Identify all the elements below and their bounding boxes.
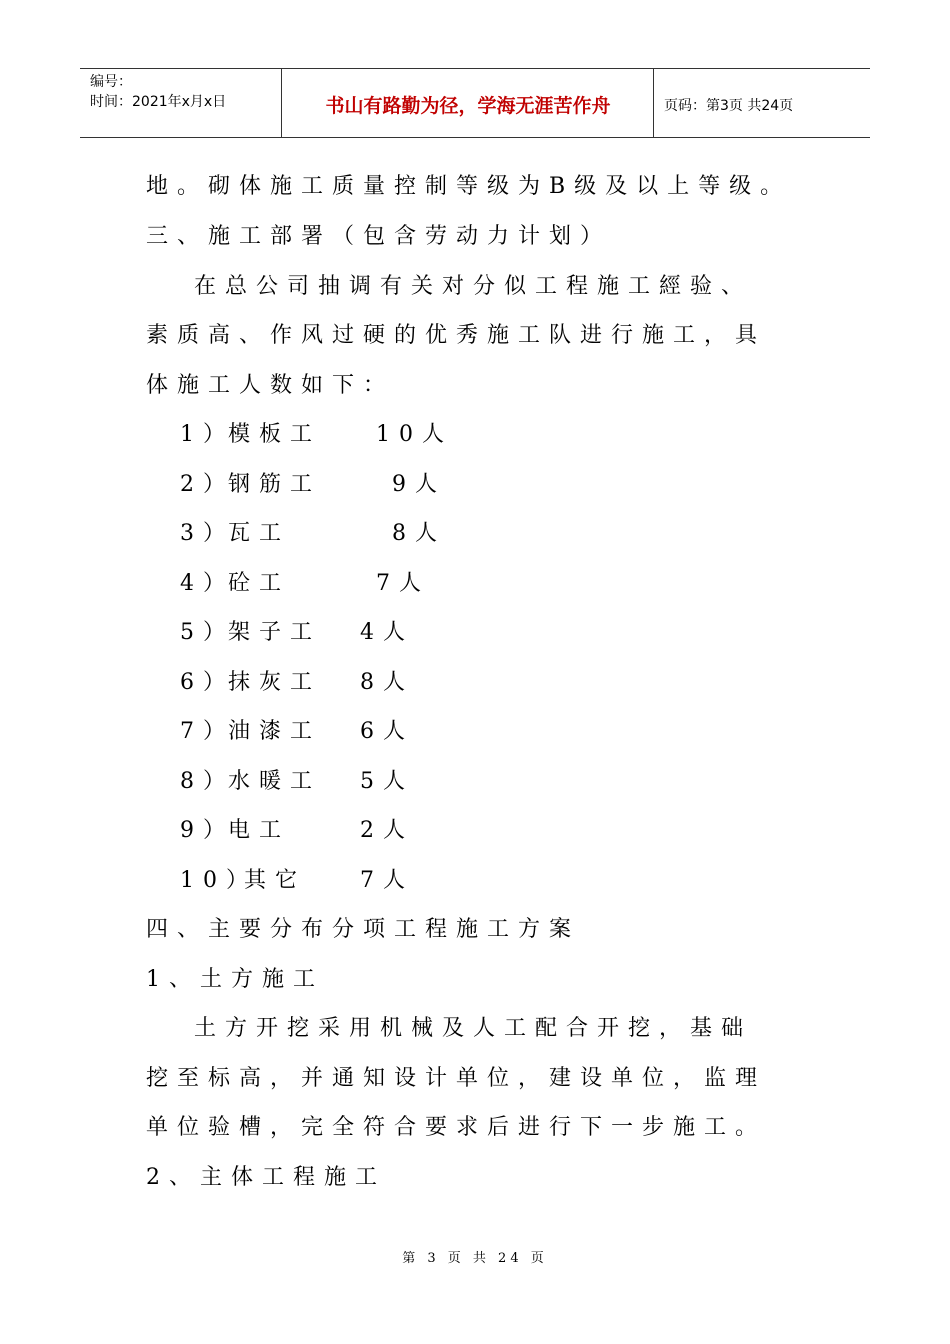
header-right-cell bbox=[654, 69, 870, 137]
worker-count: 7人 bbox=[376, 571, 430, 596]
worker-number: 2） bbox=[180, 472, 234, 497]
header-middle-cell bbox=[282, 69, 654, 137]
subsection-2-title: 2、主体工程施工 bbox=[146, 1165, 386, 1190]
worker-name: 瓦工 bbox=[228, 521, 291, 546]
paragraph-2-line-3: 单位验槽，完全符合要求后进行下一步施工。 bbox=[146, 1115, 767, 1140]
paragraph-2-line-1: 土方开挖采用机械及人工配合开挖，基础 bbox=[194, 1016, 753, 1041]
header-page-info: 页码：第3页 共24页 bbox=[664, 98, 794, 114]
body-line-1: 地。砌体施工质量控制等级为B级及以上等级。 bbox=[146, 174, 792, 199]
paragraph-1-line-1: 在总公司抽调有关对分似工程施工經验、 bbox=[194, 274, 753, 299]
worker-number: 5） bbox=[180, 620, 234, 645]
worker-count: 7人 bbox=[360, 868, 414, 893]
worker-name: 模板工 bbox=[228, 422, 322, 447]
worker-count: 10人 bbox=[376, 422, 453, 447]
section-4-title: 四、主要分布分项工程施工方案 bbox=[146, 917, 581, 942]
section-3-title: 三、施工部署（包含劳动力计划） bbox=[146, 224, 612, 249]
worker-count: 2人 bbox=[360, 818, 414, 843]
page-footer: 第 3 页 共 24 页 bbox=[402, 1251, 548, 1266]
header-motto: 书山有路勤为径，学海无涯苦作舟 bbox=[325, 95, 611, 117]
worker-count: 8人 bbox=[392, 521, 446, 546]
paragraph-1-line-3: 体施工人数如下： bbox=[146, 373, 395, 398]
worker-name: 油漆工 bbox=[228, 719, 322, 744]
worker-number: 1） bbox=[180, 422, 234, 447]
worker-count: 5人 bbox=[360, 769, 414, 794]
worker-name: 抹灰工 bbox=[228, 670, 322, 695]
subsection-1-title: 1、土方施工 bbox=[146, 967, 324, 992]
worker-number: 8） bbox=[180, 769, 234, 794]
header-left-cell bbox=[80, 69, 282, 137]
paragraph-1-line-2: 素质高、作风过硬的优秀施工队进行施工，具 bbox=[146, 323, 767, 348]
worker-number: 3） bbox=[180, 521, 234, 546]
worker-name: 钢筋工 bbox=[228, 472, 322, 497]
worker-count: 6人 bbox=[360, 719, 414, 744]
worker-number: 7） bbox=[180, 719, 234, 744]
worker-count: 4人 bbox=[360, 620, 414, 645]
worker-number: 4） bbox=[180, 571, 234, 596]
worker-name: 架子工 bbox=[228, 620, 322, 645]
document-date-label: 时间：2021年x月x日 bbox=[90, 94, 227, 110]
worker-name: 电工 bbox=[228, 818, 291, 843]
worker-number: 9） bbox=[180, 818, 234, 843]
worker-number: 10） bbox=[180, 868, 257, 893]
worker-name: 水暖工 bbox=[228, 769, 322, 794]
worker-count: 9人 bbox=[392, 472, 446, 497]
header-table bbox=[80, 68, 870, 138]
worker-number: 6） bbox=[180, 670, 234, 695]
worker-name: 砼工 bbox=[228, 571, 291, 596]
worker-name: 其它 bbox=[244, 868, 307, 893]
worker-count: 8人 bbox=[360, 670, 414, 695]
paragraph-2-line-2: 挖至标高，并通知设计单位，建设单位，监理 bbox=[146, 1066, 767, 1091]
document-number-label: 编号： bbox=[90, 74, 132, 90]
